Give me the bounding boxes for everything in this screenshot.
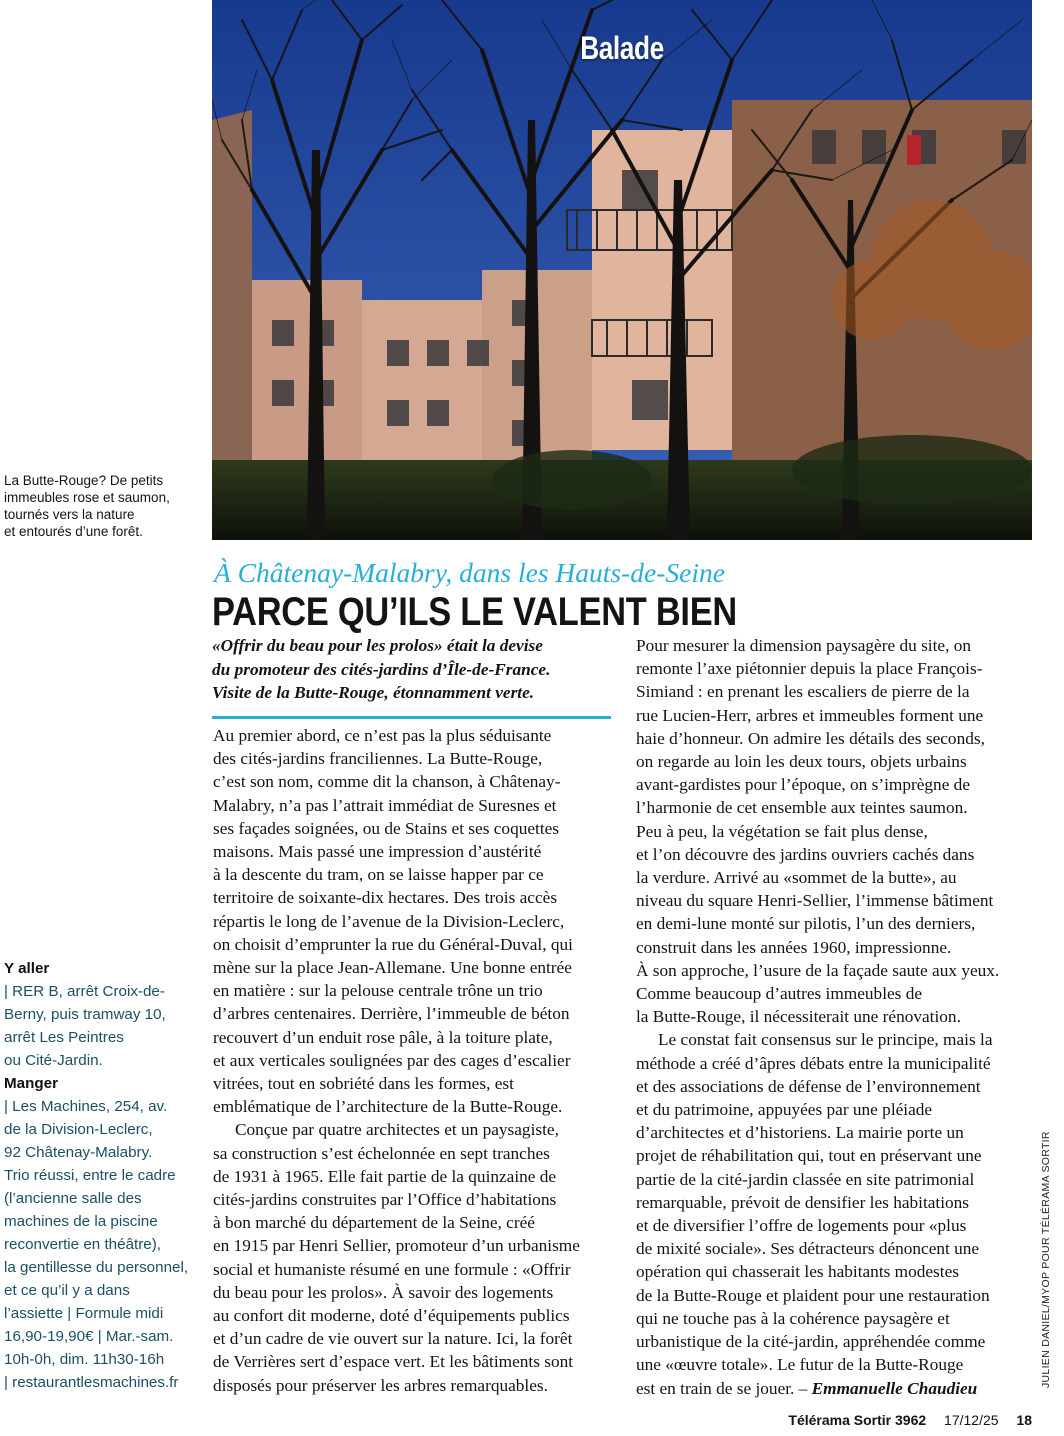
- magazine-name: Télérama Sortir 3962: [788, 1412, 927, 1428]
- body-line: ses façades soignées, ou de Stains et ses coquettes: [213, 818, 560, 838]
- article-title: PARCE QU’ILS LE VALENT BIEN: [212, 590, 738, 634]
- body-line: Comme beaucoup d’autres immeubles de: [636, 984, 923, 1004]
- body-line: d’arbres centenaires. Derrière, l’immeuble de béton: [213, 1004, 570, 1024]
- issue-date: 17/12/25: [944, 1412, 999, 1428]
- article-photo: [212, 0, 1032, 540]
- body-line: d’architectes et d’historiens. La mairie porte un: [636, 1123, 964, 1143]
- body-column-1: [213, 724, 625, 1397]
- section-rubric: Balade: [580, 30, 664, 66]
- body-line: Au premier abord, ce n’est pas la plus séduisante: [213, 726, 552, 745]
- body-line: avant-gardistes pour l’époque, on s’imprègne de: [636, 775, 970, 795]
- article-kicker: À Châtenay-Malabry, dans les Hauts-de-Seine: [214, 557, 725, 588]
- body-line: des cités-jardins franciliennes. La Butte-Rouge,: [213, 749, 543, 769]
- body-line: opération qui chasserait les habitants modestes: [636, 1262, 959, 1282]
- body-line: social et humaniste résumé en une formule : «Offrir: [213, 1259, 571, 1279]
- body-last-text: est en train de se jouer. –: [636, 1378, 812, 1398]
- body-line: on choisit d’emprunter la rue du Général-Duval, qui: [213, 934, 573, 954]
- page-number: 18: [1016, 1412, 1032, 1428]
- body-line: du beau pour les prolos». À savoir des logements: [213, 1282, 554, 1302]
- body-line: vitrées, tout en sobriété dans les formes, est: [213, 1074, 514, 1094]
- body-line: qui ne touche pas à la cohérence paysagère et: [636, 1308, 950, 1328]
- body-line: de mixité sociale». Ses détracteurs dénoncent une: [636, 1239, 980, 1259]
- body-line: maisons. Mais passé une impression d’austérité: [213, 842, 542, 862]
- body-line: la verdure. Arrivé au «sommet de la butte», au: [636, 868, 957, 888]
- practical-info: [4, 957, 206, 1394]
- practical-line: Berny, puis tramway 10,: [4, 1006, 166, 1023]
- lead-line: «Offrir du beau pour les prolos» était la devise: [212, 636, 543, 655]
- body-line: et de diversifier l’offre de logements pour «plus: [636, 1216, 967, 1236]
- practical-line: | RER B, arrêt Croix-de-: [4, 980, 206, 1003]
- body-line: l’harmonie de cet ensemble aux teintes saumon.: [636, 798, 968, 818]
- author-name: Emmanuelle Chaudieu: [811, 1378, 978, 1398]
- body-line: de la Butte-Rouge et plaident pour une restauration: [636, 1285, 990, 1305]
- body-line: remarquable, prévoit de densifier les habitations: [636, 1192, 970, 1212]
- body-line: de 1931 à 1965. Elle fait partie de la quinzaine de: [213, 1166, 557, 1186]
- lead-line: du promoteur des cités-jardins d’Île-de-France.: [212, 659, 551, 679]
- caption-line: tournés vers la nature: [4, 507, 135, 522]
- practical-line: 92 Châtenay-Malabry.: [4, 1144, 153, 1161]
- lead-line: Visite de la Butte-Rouge, étonnamment verte.: [212, 683, 535, 702]
- restaurant-link[interactable]: | restaurantlesmachines.fr: [4, 1374, 179, 1391]
- body-line: emblématique de l’architecture de la Butte-Rouge.: [213, 1097, 563, 1117]
- practical-line: machines de la piscine: [4, 1213, 158, 1230]
- body-line: À son approche, l’usure de la façade saute aux yeux.: [636, 960, 1000, 980]
- body-line: Le constat fait consensus sur le principe, mais la: [658, 1030, 993, 1050]
- article-lead: [212, 634, 622, 705]
- body-line: une «œuvre totale». Le futur de la Butte-Rouge: [636, 1355, 964, 1375]
- body-line: c’est son nom, comme dit la chanson, à Châtenay-: [213, 772, 561, 792]
- body-line: en matière : sur la pelouse centrale trône un trio: [213, 981, 543, 1001]
- body-line: et des associations de défense de l’environnement: [636, 1076, 981, 1096]
- body-line: Malabry, n’a pas l’attrait immédiat de Suresnes et: [213, 795, 557, 815]
- practical-line: l’assiette | Formule midi: [4, 1305, 164, 1322]
- photo-caption: [4, 472, 204, 540]
- body-line: au confort dit moderne, doté d’équipements publics: [213, 1306, 570, 1326]
- body-line: la Butte-Rouge, il nécessiterait une rénovation.: [636, 1007, 961, 1027]
- body-line: urbanistique de la cité-jardin, appréhendée comme: [636, 1332, 986, 1352]
- practical-line: 16,90-19,90€ | Mar.-sam.: [4, 1328, 174, 1345]
- body-line: projet de réhabilitation qui, tout en préservant une: [636, 1146, 982, 1166]
- body-line: cités-jardins construites par l’Office d’habitations: [213, 1190, 557, 1210]
- practical-line: 10h-0h, dim. 11h30-16h: [4, 1351, 165, 1368]
- body-line: partie de la cité-jardin classée en site patrimonial: [636, 1169, 975, 1189]
- body-line: on regarde au loin les deux tours, objets urbains: [636, 752, 967, 772]
- body-column-2: [636, 634, 1034, 1400]
- body-line: répartis le long de l’avenue de la Division-Leclerc,: [213, 911, 565, 931]
- body-line: rue Lucien-Herr, arbres et immeubles forment une: [636, 705, 984, 725]
- body-line: Peu à peu, la végétation se fait plus dense,: [636, 821, 928, 841]
- practical-line: de la Division-Leclerc,: [4, 1121, 153, 1138]
- body-line: et l’on découvre des jardins ouvriers cachés dans: [636, 844, 975, 864]
- practical-line: Trio réussi, entre le cadre: [4, 1167, 176, 1184]
- body-line: en demi-lune monté sur pilotis, l’un des derniers,: [636, 914, 976, 934]
- body-line: Conçue par quatre architectes et un paysagiste,: [235, 1120, 559, 1140]
- caption-line: La Butte-Rouge? De petits: [4, 473, 164, 488]
- body-line: à bon marché du département de la Seine, créé: [213, 1213, 535, 1233]
- caption-line: et entourés d’une forêt.: [4, 524, 143, 539]
- body-last-line: [636, 1377, 1034, 1400]
- body-line: et du patrimoine, appuyées par une pléiade: [636, 1100, 933, 1120]
- body-line: disposés pour préserver les arbres remarquables.: [213, 1375, 548, 1395]
- caption-line: immeubles rose et saumon,: [4, 490, 170, 505]
- body-line: Pour mesurer la dimension paysagère du site, on: [636, 636, 971, 655]
- practical-line: | Les Machines, 254, av.: [4, 1095, 206, 1118]
- body-line: et aux verticales soulignées par des cages d’escalier: [213, 1050, 571, 1070]
- practical-line: ou Cité-Jardin.: [4, 1052, 103, 1069]
- photo-credit-text: JULIEN DANIEL/MYOP POUR TÉLÉRAMA SORTIR: [1040, 1131, 1052, 1388]
- page-footer: [788, 1412, 1032, 1428]
- body-line: de Verrières sert d’espace vert. Et les bâtiments sont: [213, 1352, 574, 1372]
- body-line: remonte l’axe piétonnier depuis la place François-: [636, 659, 983, 679]
- body-line: construit dans les années 1960, impressionne.: [636, 937, 952, 957]
- body-line: en 1915 par Henri Sellier, promoteur d’un urbanisme: [213, 1236, 580, 1256]
- body-line: niveau du square Henri-Sellier, l’immense bâtiment: [636, 891, 994, 911]
- body-line: sa construction s’est échelonnée en sept tranches: [213, 1143, 550, 1163]
- practical-line: reconvertie en théâtre),: [4, 1236, 162, 1253]
- lead-divider: [212, 716, 611, 719]
- manger-heading: Manger: [4, 1075, 59, 1092]
- body-line: Simiand : en prenant les escaliers de pierre de la: [636, 682, 970, 702]
- body-line: haie d’honneur. On admire les détails des seconds,: [636, 728, 985, 748]
- practical-line: arrêt Les Peintres: [4, 1029, 124, 1046]
- body-line: à la descente du tram, on se laisse happer par ce: [213, 865, 544, 885]
- body-line: et d’un cadre de vie ouvert sur la nature. Ici, la forêt: [213, 1329, 573, 1349]
- body-line: territoire de soixante-dix hectares. Des trois accès: [213, 888, 558, 908]
- body-line: méthode a créé d’âpres débats entre la municipalité: [636, 1053, 991, 1073]
- body-line: mène sur la place Jean-Allemane. Une bonne entrée: [213, 958, 572, 978]
- practical-line: et ce qu’il y a dans: [4, 1282, 130, 1299]
- practical-line: la gentillesse du personnel,: [4, 1259, 189, 1276]
- photo-illustration: [212, 0, 1032, 540]
- practical-line: (l’ancienne salle des: [4, 1190, 142, 1207]
- body-line: recouvert d’un enduit rose pâle, à la toiture plate,: [213, 1027, 553, 1047]
- y-aller-heading: Y aller: [4, 960, 50, 977]
